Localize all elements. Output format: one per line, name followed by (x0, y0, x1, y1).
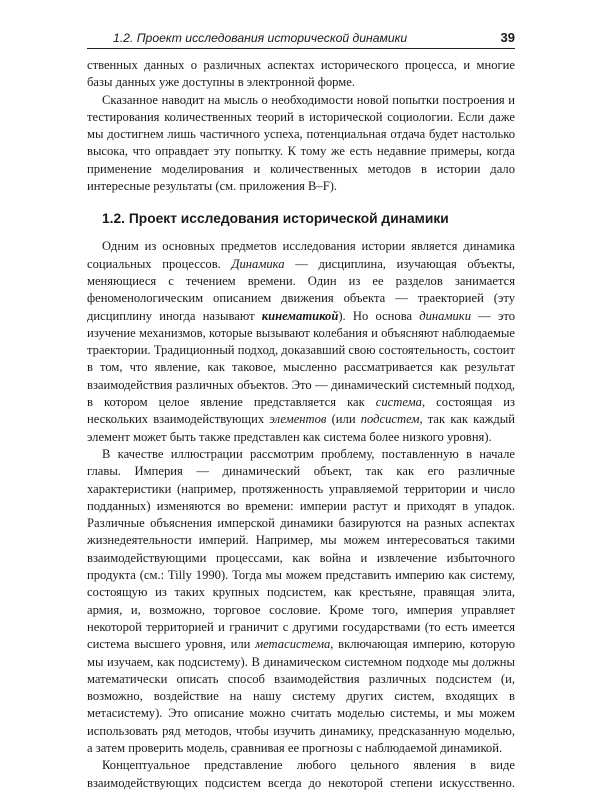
text-run: — дисциплина, изучающая объекты, меняющиеся с течением времени. Один из ее разделов занимается феноменологическим описанием движения объекта — траекторией (эту дисциплину иногда называют (87, 256, 515, 323)
text-run: (или (326, 412, 361, 427)
text-run: , так как каждый элемент может быть также представлен как система более низкого уровня). (87, 412, 515, 444)
term-kinematics: кинематикой (261, 308, 339, 323)
term-elements: элементов (269, 412, 327, 427)
term-dynamics: Динамика (231, 256, 285, 271)
text-run: , включающая империю, которую мы изучаем, как подсистему). В динамическом системном подходе мы должны математически описать способ взаимодействия различных подсистем (и, возможно, воздействие на нашу систему других систем, входящих в метасистему). Это описание можно считать моделью системы, и мы можем использовать ряд методов, чтобы изучить динамику, предсказанную моделью, а затем проверить модель, сравнивая ее прогнозы с наблюдаемой динамикой. (87, 637, 515, 755)
page-number: 39 (500, 30, 515, 45)
paragraph-1: ственных данных о различных аспектах исторического процесса, и многие базы данных уже доступны в электронной форме. (87, 58, 515, 90)
paragraph-3 (87, 238, 515, 446)
text-run: ). Но основа (338, 308, 420, 323)
running-title: 1.2. Проект исследования исторической динамики (113, 31, 408, 45)
term-subsystems: подсистем (360, 412, 420, 427)
running-header (87, 30, 515, 49)
paragraph-4 (87, 446, 515, 757)
section-heading: 1.2. Проект исследования исторической динамики (102, 211, 449, 227)
term-dynamics: динамики (419, 308, 471, 323)
paragraph-2: Сказанное наводит на мысль о необходимости новой попытки построения и тестирования количественных теорий в исторической социологии. Если даже мы достигнем лишь частичного успеха, потенциальная отдача будет настолько высока, что оправдает эту попытку. К тому же есть недавние примеры, когда применение моделирования и количественных методов в истории дало интересные результаты (см. приложения B–F). (87, 92, 515, 194)
term-system: система (375, 395, 422, 410)
text-run: Одним из основных предметов исследования истории является динамика социальных процессов. (87, 239, 515, 271)
text-run: В качестве иллюстрации рассмотрим проблему, поставленную в начале главы. Империя — динамический объект, так как его различные характеристики (например, протяженность управляемой территории и число подданных) изменяются во времени: империи растут и приходят в упадок. Различные объяснения имперской динамики базируются на разных аспектах жизнедеятельности империй. Например, мы можем интересоваться такими взаимодействующими процессами, как война и извлечение избыточного продукта (см.: Tilly 1990). Тогда мы можем представить империю как систему, состоящую из таких крупных подсистем, как крестьяне, правящая элита, армия, и, возможно, торговое сословие. Кроме того, империя управляет некоторой территорией и граничит с другими государствами (то есть имеется система высшего уровня, или (87, 446, 515, 652)
text-run: — это изучение механизмов, которые вызывают колебания и объясняют наблюдаемые траектории. Традиционный подход, доказавший свою состоятельность, состоит в том, что явление, как таковое, мысленно рассматривается как результат взаимодействия различных объектов. Это — динамический системный подход, в котором целое явление представляется как (87, 308, 516, 410)
paragraph-5: Концептуальное представление любого цельного явления в виде взаимодействующих подсистем всегда до некоторой степени искусственно. (87, 758, 515, 790)
body-text (87, 57, 515, 792)
text-run: , состоящая из нескольких взаимодействующих (87, 395, 515, 427)
term-metasystem: метасистема (255, 637, 331, 652)
book-page (87, 30, 515, 792)
